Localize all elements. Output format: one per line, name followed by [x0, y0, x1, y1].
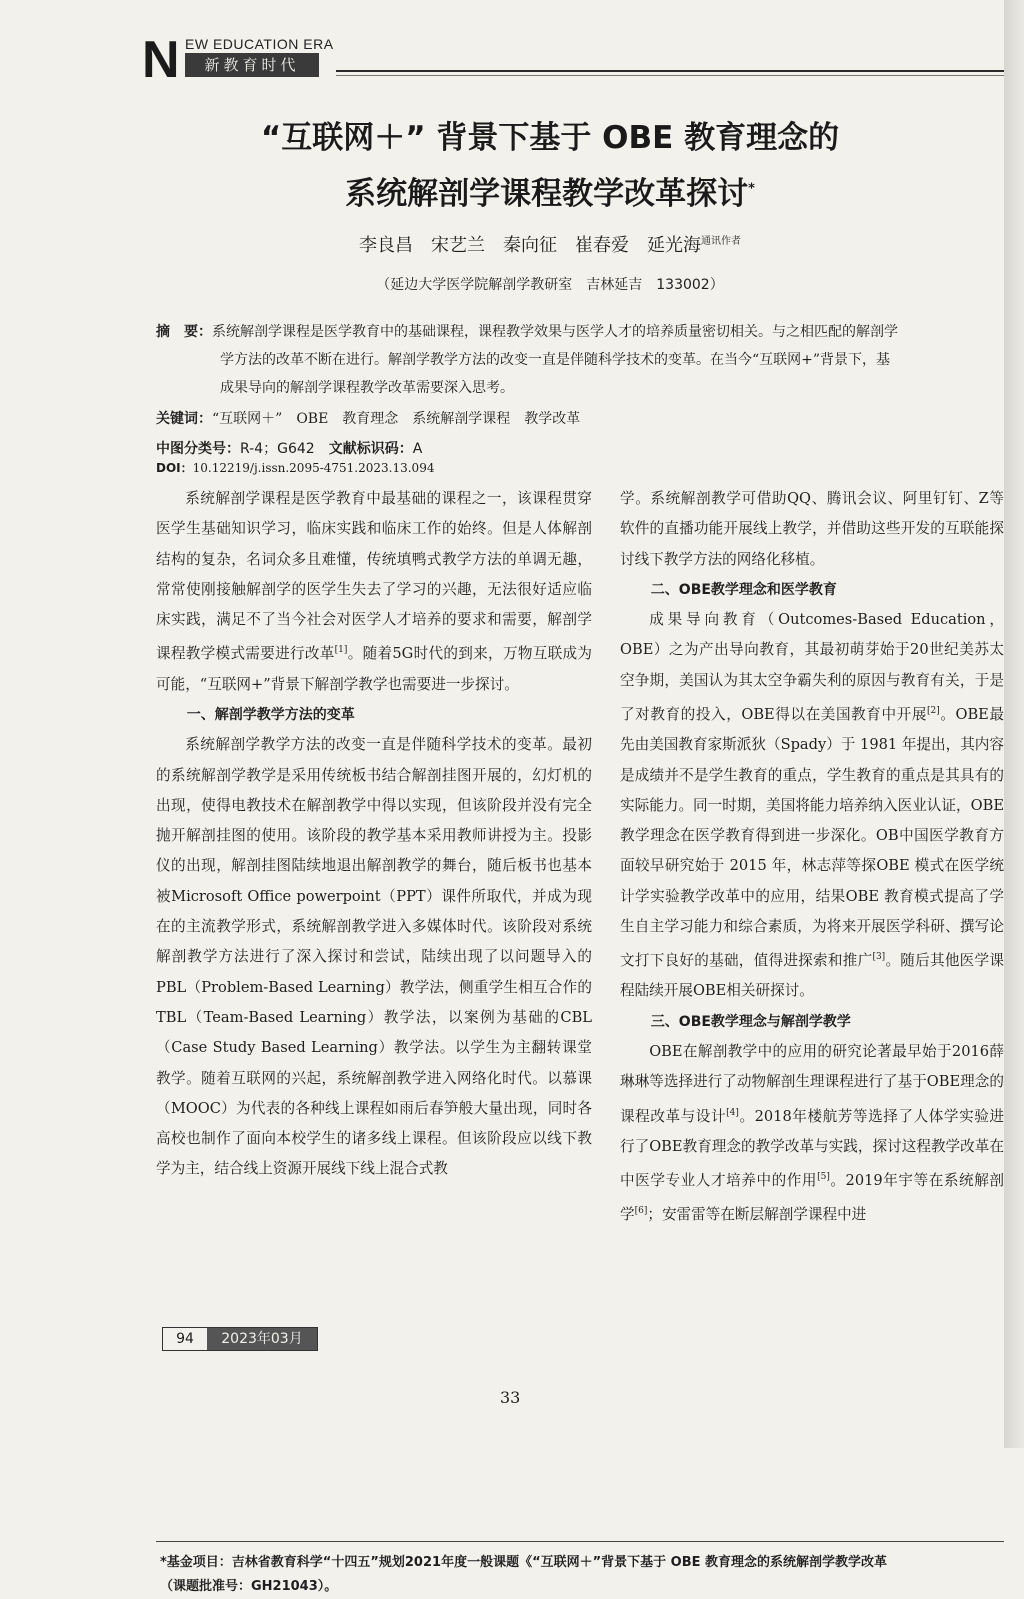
doc-code-value: A: [412, 441, 423, 457]
abstract-label: 摘 要：: [156, 324, 212, 340]
citation-3: [3]: [872, 952, 886, 963]
masthead-rule: [336, 70, 1004, 72]
body-column-left: [156, 484, 592, 1185]
page-badge: [162, 1327, 318, 1351]
keywords-text: “互联网＋” OBE 教育理念 系统解剖学课程 教学改革: [212, 411, 581, 427]
masthead-english: EW EDUCATION ERA: [185, 36, 334, 52]
citation-2: [2]: [927, 706, 940, 717]
masthead-chinese: 新教育时代: [185, 53, 319, 77]
paragraph-continued: 学。系统解剖教学可借助QQ、腾讯会议、阿里钉钉、Z等软件的直播功能开展线上教学，并借助这些开发的互联能探讨线下教学方法的网络化移植。: [620, 490, 1004, 568]
article-title-line2: [120, 168, 980, 213]
corresponding-author-note: 通讯作者: [701, 236, 741, 247]
doi-label: DOI：: [156, 461, 193, 475]
doi-value: 10.12219/j.issn.2095-4751.2023.13.094: [192, 461, 435, 475]
body-column-right: [620, 484, 1004, 1230]
anat-text-d: ；安雷雷等在断层解剖学课程中进: [647, 1206, 867, 1224]
affiliation: （延边大学医学院解剖学教研室 吉林延吉 133002）: [376, 277, 724, 293]
intro-text: 系统解剖学课程是医学教育中最基础的课程之一，该课程贯穿医学生基础知识学习，临床实践和临床工作的始终。但是人体解剖结构的复杂，名词众多且难懂，传统填鸭式教学方法的单调无趣，常常使刚接触解剖学的医学生失去了学习的兴趣，无法很好适应临床实践，满足不了当今社会对医学人才培养的要求和需要，解剖学课程教学模式需要进行改革: [156, 490, 592, 663]
paragraph-intro: [156, 484, 592, 700]
obe-text-a: 成果导向教育（Outcomes-Based Education，OBE）之为产出导向教育，其最初萌芽始于20世纪美苏太空争期，美国认为其太空争霸失利的原因与教育有关，于是了对教育的投入，OBE得以在美国教育中开展: [620, 611, 1004, 723]
funding-footnote: [160, 1551, 1010, 1599]
citation-5: [5]: [817, 1172, 830, 1183]
sheet-number: 33: [500, 1388, 521, 1407]
footnote-line-1: *基金项目：吉林省教育科学“十四五”规划2021年度一般课题《“互联网＋”背景下基于 OBE 教育理念的系统解剖学教学改革: [160, 1555, 888, 1570]
anat-text-b: 。2018年楼航芳等选择了人体学实验进行了OBE教育理念的教学改革与实践，探讨这程教学改革在中医学专业人才培养中的作用: [620, 1107, 1004, 1189]
abstract-line-3: 成果导向的解剖学课程教学改革需要深入思考。: [220, 380, 514, 396]
author-list: [120, 231, 980, 257]
doc-code-label: 文献标识码：: [328, 441, 413, 457]
masthead-rule-thin: [336, 75, 1004, 76]
section-heading-3: 三、OBE教学理念与解剖学教学: [650, 1013, 851, 1030]
classification-line: [156, 438, 422, 458]
title-text: 系统解剖学课程教学改革探讨: [345, 176, 749, 212]
anat-text-a: OBE在解剖教学中的应用的研究论著最早始于2016薛琳琳等选择进行了动物解剖生理课程进行了基于OBE理念的课程改革与设计: [620, 1043, 1004, 1125]
citation-1: [1]: [334, 645, 348, 656]
abstract-line-2: 学方法的改革不断在进行。解剖学教学方法的改变一直是伴随科学技术的变革。在当今“互联网+”背景下，基: [220, 352, 891, 368]
abstract: [156, 318, 1024, 402]
page-number: 94: [163, 1328, 207, 1350]
clc-label: 中图分类号：: [156, 441, 240, 457]
clc-value: R-4；G642: [240, 441, 315, 457]
author-names: 李良昌 宋艺兰 秦向征 崔春爱 延光海: [359, 235, 701, 256]
paragraph-method-history: 系统解剖学教学方法的改变一直是伴随科学技术的变革。最初的系统解剖学教学是采用传统板书结合解剖挂图开展的，幻灯机的出现，使得电教技术在解剖教学中得以实现，但该阶段并没有完全抛开解剖挂图的使用。该阶段的教学基本采用教师讲授为主。投影仪的出现，解剖挂图陆续地退出解剖教学的舞台，随后板书也基本被Microsoft Office powerpoint（PPT）课件所取代，并成为现在的主流教学形式，系统解剖教学进入多媒体时代。该阶段对系统解剖教学方法进行了深入探讨和尝试，陆续出现了以问题导入的PBL（Problem-Based Learning）教学法，侧重学生相互合作的TBL（Team-Based Learning）教学法，以案例为基础的CBL（Case Study Based Learning）教学法。以学生为主翻转课堂教学。随着互联网的兴起，系统解剖教学进入网络化时代。以慕课（MOOC）为代表的各种线上课程如雨后春笋般大量出现，同时各高校也制作了面向本校学生的诸多线上课程。但该阶段应以线下教学为主，结合线上资源开展线下线上混合式教: [156, 736, 592, 1178]
paragraph-obe-origin: [620, 605, 1004, 1007]
funding-mark: *: [748, 181, 755, 197]
page-edge-shadow: [1004, 0, 1024, 1448]
section-heading-2: 二、OBE教学理念和医学教育: [650, 581, 837, 598]
abstract-line-1: 系统解剖学课程是医学教育中的基础课程，课程教学效果与医学人才的培养质量密切相关。与之相匹配的解剖学: [212, 324, 898, 340]
citation-6: [6]: [634, 1206, 648, 1217]
section-heading-1: 一、解剖学教学方法的变革: [186, 706, 355, 723]
paragraph-obe-anatomy: [620, 1037, 1004, 1230]
intro-tail: 。随着5G时代的到来，万物互联成为可能，“互联网+”背景下解剖学教学也需要进一步探讨。: [156, 645, 592, 693]
doi-line: [156, 459, 434, 476]
issue-date: 2023年03月: [207, 1328, 317, 1350]
footnote-line-2: （课题批准号：GH21043）。: [160, 1579, 338, 1594]
article-title-line1: “互联网＋” 背景下基于 OBE 教育理念的: [260, 120, 840, 156]
keywords-label: 关键词：: [156, 411, 212, 427]
citation-4: [4]: [726, 1107, 739, 1118]
keywords: [156, 408, 580, 428]
footnote-rule: [156, 1541, 1004, 1542]
obe-text-b: 。OBE最先由美国教育家斯派狄（Spady）于 1981 年提出，其内容是成绩并不是学生教育的重点，学生教育的重点是其具有的实际能力。同一时期，美国将能力培养纳入医业认证，OBE教学理念在医学教育得到进一步深化。OB中国医学教育方面较早研究始于 2015 年，林志萍等探OBE 模式在医学统计学实验教学改革中的应用，结果OBE 教育模式提高了学生自主学习能力和综合素质，为将来开展医学科研、撰写论文打下良好的基础，值得进探索和推广: [620, 705, 1004, 970]
obe-text-c: 。随后其他医学课程陆续开展OBE相关研探讨。: [620, 952, 1004, 1000]
masthead-letter: N: [142, 31, 180, 89]
anat-text-c: 。2019年宇等在系统解剖学: [620, 1171, 1004, 1224]
